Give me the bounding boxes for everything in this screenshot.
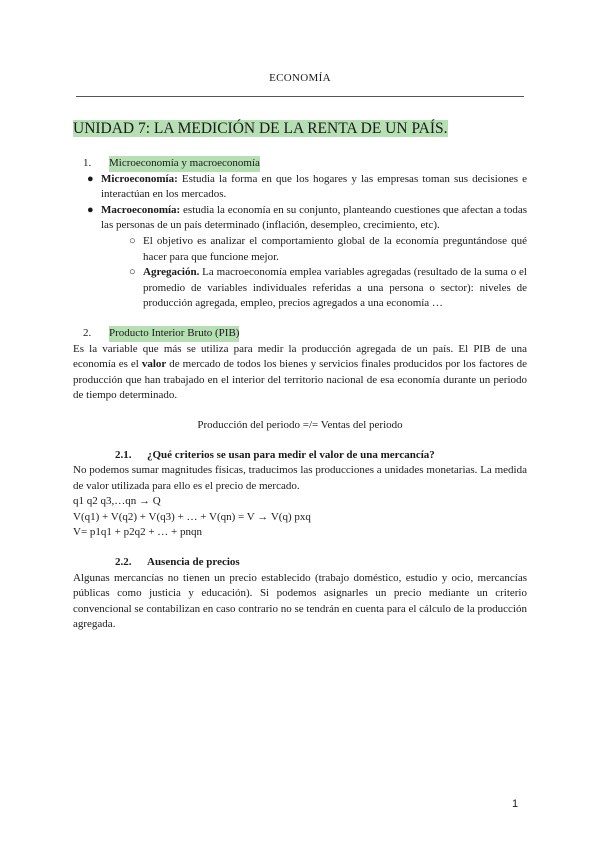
equation-line-1: q1 q2 q3,…qn → Q — [73, 495, 161, 508]
term-valor: valor — [141, 358, 167, 371]
equation-line-3: V= p1q1 + p2q2 + … + pnqn — [73, 526, 203, 539]
term-microeconomia: Microeconomía: — [101, 172, 178, 185]
term-macroeconomia: Macroeconomía: — [101, 203, 181, 216]
bullet-text: Estudia la forma en que los hogares y las empresas toman sus decisiones e interactúan en los mercados. — [101, 172, 527, 201]
bullet-mark: ● — [87, 172, 94, 185]
section-2-1-paragraph: No podemos sumar magnitudes físicas, traducimos las producciones a unidades monetarias. La medida de valor utilizada para ello es el precio de mercado. — [73, 464, 527, 492]
unit-title — [73, 118, 527, 140]
subbullet-text: El objetivo es analizar el comportamiento global de la economía preguntándose qué hacer para que funcione mejor. — [143, 234, 527, 263]
section-2-title: Producto Interior Bruto (PIB) — [109, 326, 239, 342]
section-2-paragraph — [73, 342, 527, 404]
subbullet-text: La macroeconomía emplea variables agregadas (resultado de la suma o el promedio de variables individuales referidas a una persona o sector): niveles de producción agregada, empleo, precios agregados a una economía … — [143, 266, 527, 310]
bullet-microeconomia — [73, 172, 527, 203]
section-2-1-heading — [73, 448, 527, 464]
bullet-text: estudia la economía en su conjunto, planteando cuestiones que afectan a todas las personas de un país determinado (inflación, desempleo, crecimiento, etc). — [101, 203, 527, 232]
subbullet-mark: ○ — [129, 266, 136, 279]
bullet-macroeconomia — [73, 203, 527, 234]
section-2-number: 2. — [83, 326, 92, 339]
page-header: ECONOMÍA — [269, 72, 331, 84]
section-1-heading — [73, 156, 527, 172]
page-number: 1 — [512, 798, 519, 810]
paragraph-text: de mercado de todos los bienes y servicios finales producidos por los factores de producción que han trabajado en el interior del territorio nacional de esa economía durante un periodo de tiempo determinado. — [73, 358, 527, 402]
section-2-1-title: ¿Qué criterios se usan para medir el valor de una mercancía? — [147, 448, 435, 461]
header-rule — [76, 96, 524, 97]
unit-title-text: UNIDAD 7: LA MEDICIÓN DE LA RENTA DE UN PAÍS. — [73, 120, 448, 137]
section-1-title: Microeconomía y macroeconomía — [109, 156, 260, 172]
section-2-2-paragraph: Algunas mercancías no tienen un precio establecido (trabajo doméstico, estudio y ocio, mercancías públicas como justicia y educación). Si podemos asignarles un precio mediante un criterio convencional se contabilizan en caso contrario no se tendrán en cuenta para el cálculo de la producción agregada. — [73, 571, 527, 631]
section-2-1-number: 2.1. — [115, 448, 132, 461]
subbullet-objetivo — [73, 234, 527, 265]
section-2-2-heading — [73, 555, 527, 571]
formula-line: Producción del periodo =/= Ventas del periodo — [197, 418, 403, 431]
section-2-2-number: 2.2. — [115, 556, 132, 569]
term-agregacion: Agregación. — [143, 266, 200, 279]
page-content — [73, 118, 527, 633]
subbullet-mark: ○ — [129, 234, 136, 247]
equation-line-2: V(q1) + V(q2) + V(q3) + … + V(qn) = V → V(q) pxq — [73, 510, 311, 523]
section-1-number: 1. — [83, 157, 92, 169]
paragraph-text: Es la variable que más se utiliza para medir la producción agregada de un país. El PIB de una economía es el — [73, 342, 527, 371]
section-2-2-title: Ausencia de precios — [147, 556, 240, 569]
section-2-heading — [73, 326, 527, 342]
bullet-mark: ● — [87, 203, 94, 216]
subbullet-agregacion — [73, 265, 527, 312]
